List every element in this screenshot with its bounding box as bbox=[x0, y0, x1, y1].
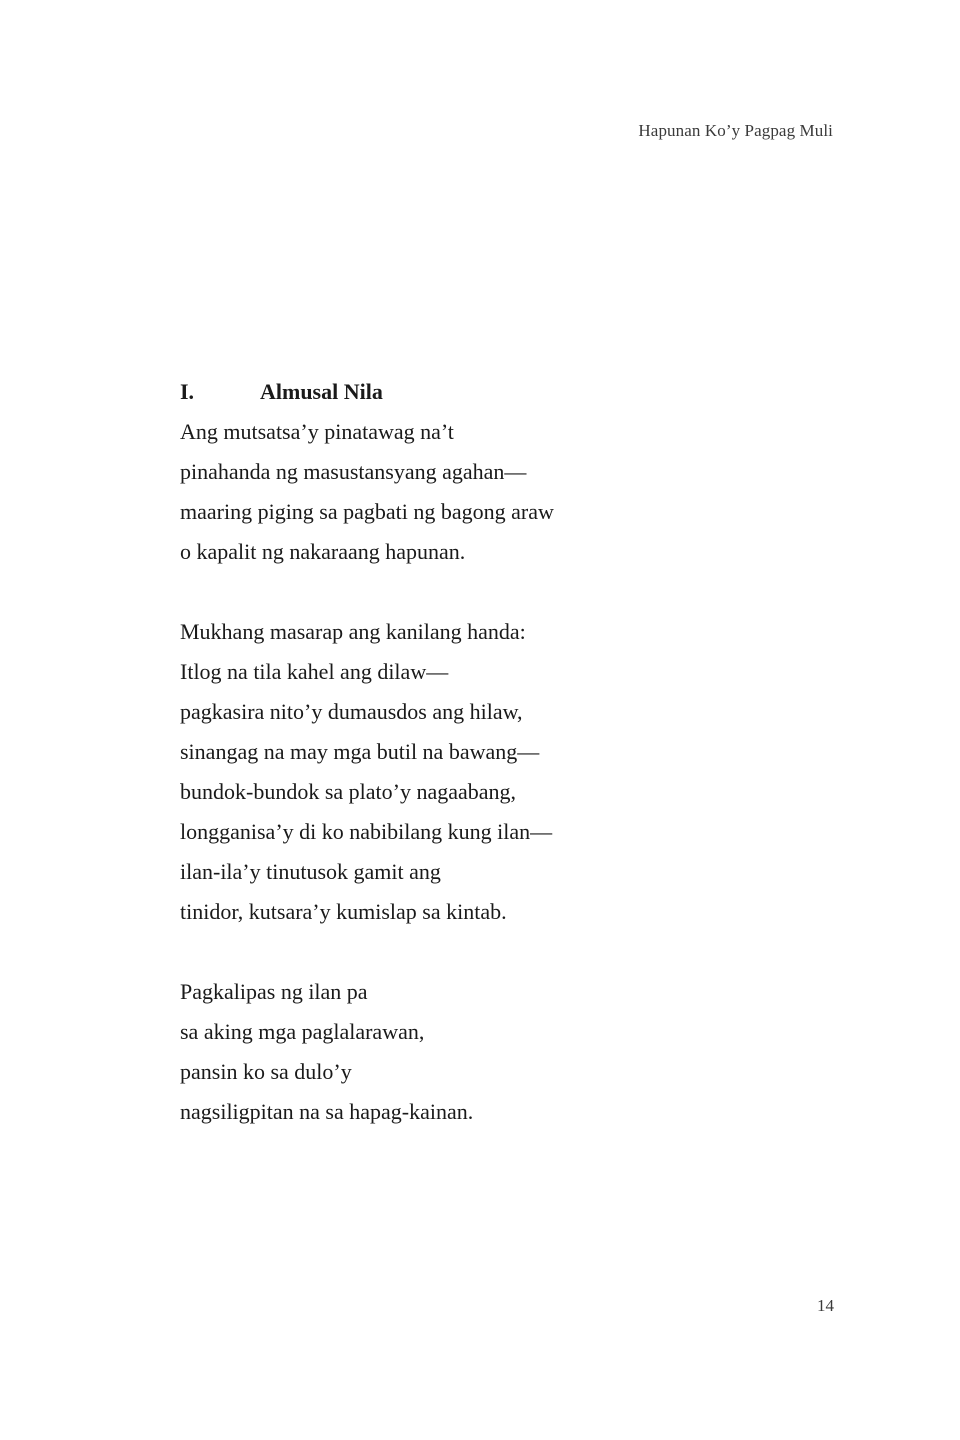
poem-line: pinahanda ng masustansyang agahan— bbox=[180, 459, 527, 484]
poem-line: Mukhang masarap ang kanilang handa: bbox=[180, 619, 526, 644]
poem-line: o kapalit ng nakaraang hapunan. bbox=[180, 539, 466, 564]
poem-line: Ang mutsatsa’y pinatawag na’t bbox=[180, 419, 454, 444]
poem-line: longganisa’y di ko nabibilang kung ilan— bbox=[180, 819, 553, 844]
stanza bbox=[180, 412, 740, 572]
poem-line: nagsiligpitan na sa hapag-kainan. bbox=[180, 1099, 474, 1124]
poem-line: sinangag na may mga butil na bawang— bbox=[180, 739, 540, 764]
page-number: 14 bbox=[817, 1296, 834, 1315]
poem-line: pagkasira nito’y dumausdos ang hilaw, bbox=[180, 699, 523, 724]
poem-line: sa aking mga paglalarawan, bbox=[180, 1019, 425, 1044]
poem bbox=[180, 372, 740, 1132]
stanza bbox=[180, 612, 740, 932]
poem-line: Pagkalipas ng ilan pa bbox=[180, 979, 368, 1004]
section-title bbox=[180, 372, 740, 412]
running-header: Hapunan Ko’y Pagpag Muli bbox=[638, 121, 833, 140]
poem-line: tinidor, kutsara’y kumislap sa kintab. bbox=[180, 899, 507, 924]
poem-line: Itlog na tila kahel ang dilaw— bbox=[180, 659, 449, 684]
poem-line: ilan-ila’y tinutusok gamit ang bbox=[180, 859, 441, 884]
poem-line: bundok-bundok sa plato’y nagaabang, bbox=[180, 779, 517, 804]
stanza bbox=[180, 972, 740, 1132]
section-title-text: Almusal Nila bbox=[260, 379, 383, 404]
section-numeral: I. bbox=[180, 379, 195, 404]
poem-line: maaring piging sa pagbati ng bagong araw bbox=[180, 499, 554, 524]
poem-line: pansin ko sa dulo’y bbox=[180, 1059, 352, 1084]
